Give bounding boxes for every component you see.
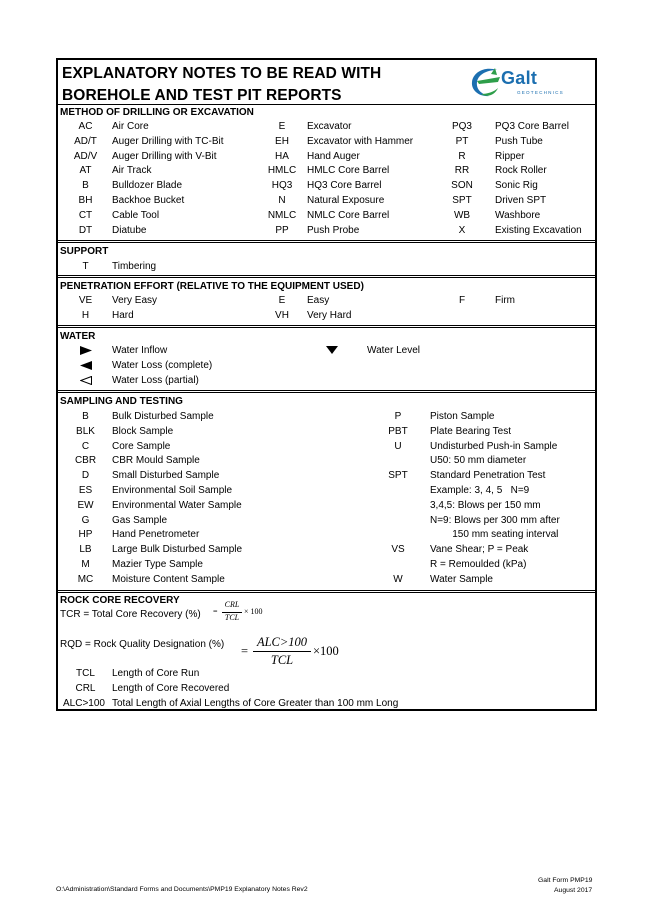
sampling-row (58, 469, 595, 484)
tcr-numerator: CRL (224, 600, 240, 609)
drilling-description: Bulldozer Blade (112, 180, 183, 192)
sampling-code: M (81, 559, 90, 570)
sampling-code: HP (78, 529, 93, 541)
rqd-label: RQD = Rock Quality Designation (%) (60, 639, 225, 650)
tcr-multiplier: × 100 (244, 607, 263, 616)
drilling-description: Air Track (112, 165, 152, 177)
section-divider (58, 275, 595, 278)
drilling-code: AD/T (74, 135, 97, 147)
sampling-code: EW (77, 499, 94, 511)
sampling-description: R = Remoulded (kPa) (430, 559, 527, 570)
drilling-description: Push Probe (307, 224, 360, 236)
sampling-code: D (81, 470, 90, 482)
support-row (58, 260, 595, 275)
logo-wordmark: Galt (501, 68, 538, 88)
drilling-code: AD/V (73, 150, 98, 162)
title-line-2: BOREHOLE AND TEST PIT REPORTS (62, 87, 342, 104)
drilling-description: PQ3 Core Barrel (495, 121, 569, 132)
drilling-description: Excavator with Hammer (307, 135, 414, 147)
drilling-description: Auger Drilling with V-Bit (112, 150, 217, 162)
rock-description: Total Length of Axial Lengths of Core Greater than 100 mm Long (112, 697, 399, 709)
drilling-row (58, 164, 595, 179)
drilling-description: Driven SPT (495, 195, 547, 206)
drilling-row (58, 150, 595, 165)
divider (58, 104, 595, 105)
drilling-description: Rock Roller (495, 165, 547, 177)
sampling-row (58, 528, 595, 543)
penetration-code: VH (275, 309, 289, 321)
logo-subtext: GEOTECHNICS (517, 90, 564, 95)
sampling-heading: SAMPLING AND TESTING (60, 396, 183, 407)
penetration-description: Very Hard (307, 309, 352, 321)
title-line-1: EXPLANATORY NOTES TO BE READ WITH (62, 65, 382, 82)
water-row (58, 344, 595, 359)
penetration-row (58, 309, 595, 324)
sampling-row (58, 454, 595, 469)
drilling-code: PT (455, 135, 469, 147)
drilling-description: Backhoe Bucket (112, 195, 185, 206)
sampling-code: CBR (74, 455, 97, 467)
sampling-description: Environmental Soil Sample (112, 485, 233, 496)
rock-description: Length of Core Run (112, 668, 200, 679)
sampling-description: Environmental Water Sample (112, 499, 242, 511)
rqd-equals: = (241, 644, 249, 658)
tcr-row (58, 608, 595, 623)
sampling-description: Undisturbed Push-in Sample (430, 440, 558, 452)
water-loss-complete-icon (58, 359, 113, 374)
explanatory-notes-sheet (56, 58, 597, 711)
drilling-description: HQ3 Core Barrel (307, 180, 382, 192)
sampling-description: 150 mm seating interval (430, 529, 559, 541)
rock-code: TCL (76, 668, 95, 679)
drilling-description: Ripper (495, 150, 525, 162)
drilling-description: Cable Tool (112, 209, 160, 221)
rock-row (58, 682, 595, 697)
footer-form-number: Galt Form PMP19 (538, 877, 593, 884)
penetration-description: Firm (495, 295, 515, 306)
drilling-code: EH (275, 135, 289, 147)
sampling-description: Small Disturbed Sample (112, 470, 220, 482)
drilling-code: E (278, 121, 286, 132)
rock-description: Length of Core Recovered (112, 682, 230, 694)
support-code: T (82, 261, 89, 272)
sampling-code: ES (78, 485, 93, 496)
sampling-description: Mazier Type Sample (112, 559, 203, 570)
drilling-code: HMLC (267, 165, 297, 177)
drilling-code: SON (451, 180, 473, 192)
water-inflow-icon (58, 344, 113, 359)
drilling-description: HMLC Core Barrel (307, 165, 390, 177)
galt-logo (467, 64, 577, 100)
drilling-code: B (82, 180, 89, 192)
sampling-code: LB (79, 544, 92, 556)
penetration-code: F (458, 295, 466, 306)
sampling-row (58, 484, 595, 499)
drilling-description: Existing Excavation (495, 224, 582, 236)
sampling-description: Gas Sample (112, 514, 168, 526)
drilling-row (58, 209, 595, 224)
sampling-code: C (81, 440, 90, 452)
drilling-description: Excavator (307, 121, 352, 132)
drilling-description: Washbore (495, 209, 541, 221)
sampling-description: Vane Shear; P = Peak (430, 544, 529, 556)
sampling-row (58, 425, 595, 440)
penetration-description: Very Easy (112, 295, 158, 306)
drilling-description: Auger Drilling with TC-Bit (112, 135, 224, 147)
rqd-numerator: ALC>100 (256, 635, 308, 649)
document-title (62, 63, 381, 107)
tcr-denominator: TCL (224, 613, 240, 622)
sampling-description: Piston Sample (430, 411, 495, 422)
footer-date: August 2017 (554, 887, 593, 894)
rqd-multiplier: ×100 (313, 644, 339, 658)
penetration-description: Hard (112, 309, 134, 321)
rqd-formula (241, 635, 351, 671)
sampling-description: Water Sample (430, 573, 493, 585)
water-row (58, 359, 595, 374)
sampling-description: Plate Bearing Test (430, 425, 511, 437)
drilling-row (58, 194, 595, 209)
water-loss-partial-label: Water Loss (partial) (112, 375, 199, 386)
sampling-code: PBT (388, 425, 408, 437)
sampling-code: BLK (76, 425, 95, 437)
support-description: Timbering (112, 261, 157, 272)
section-divider (58, 590, 595, 593)
rock-row (58, 697, 595, 712)
sampling-row (58, 514, 595, 529)
sampling-code: SPT (388, 470, 408, 482)
penetration-code: VE (78, 295, 93, 306)
support-heading: SUPPORT (60, 246, 109, 257)
water-row (58, 374, 595, 389)
section-divider (58, 390, 595, 393)
drilling-code: BH (78, 195, 93, 206)
sampling-row (58, 499, 595, 514)
drilling-code: DT (78, 224, 93, 236)
drilling-code: NMLC (267, 209, 297, 221)
water-loss-partial-icon (58, 374, 113, 389)
drilling-row (58, 224, 595, 239)
section-divider (58, 240, 595, 243)
rock-code: ALC>100 (63, 697, 105, 709)
sampling-code: B (82, 411, 89, 422)
drilling-description: Diatube (112, 224, 147, 236)
section-divider (58, 325, 595, 328)
sampling-description: Standard Penetration Test (430, 470, 546, 482)
drilling-row (58, 135, 595, 150)
drilling-code: RR (454, 165, 470, 177)
drilling-row (58, 179, 595, 194)
drilling-code: SPT (452, 195, 472, 206)
sampling-code: VS (391, 544, 405, 556)
drilling-heading: METHOD OF DRILLING OR EXCAVATION (60, 107, 254, 118)
sampling-row (58, 573, 595, 588)
sampling-description: Block Sample (112, 425, 174, 437)
sampling-description: CBR Mould Sample (112, 455, 200, 467)
water-level-label: Water Level (367, 345, 420, 356)
sampling-row (58, 440, 595, 455)
sampling-code: U (394, 440, 402, 452)
water-loss-complete-label: Water Loss (complete) (112, 360, 213, 371)
drilling-code: CT (78, 209, 93, 221)
sampling-row (58, 543, 595, 558)
sampling-description: U50: 50 mm diameter (430, 455, 527, 467)
footer-file-path: O:\Administration\Standard Forms and Documents\PMP19 Explanatory Notes Rev2 (56, 886, 308, 893)
sampling-row (58, 558, 595, 573)
rqd-fraction-bar (253, 651, 311, 652)
sampling-code: G (81, 514, 90, 526)
tcr-equals: = (213, 607, 218, 616)
sampling-code: P (394, 411, 402, 422)
rqd-denominator: TCL (270, 653, 294, 667)
drilling-description: Sonic Rig (495, 180, 538, 192)
sampling-description: Core Sample (112, 440, 171, 452)
drilling-code: AC (78, 121, 93, 132)
sampling-description: Hand Penetrometer (112, 529, 200, 541)
penetration-code: H (81, 309, 90, 321)
rock-code: CRL (75, 682, 96, 694)
tcr-label: TCR = Total Core Recovery (%) (60, 609, 201, 620)
sampling-description: Moisture Content Sample (112, 573, 225, 585)
penetration-row (58, 294, 595, 309)
drilling-code: X (458, 224, 466, 236)
drilling-code: R (458, 150, 466, 162)
drilling-description: Hand Auger (307, 150, 360, 162)
sampling-code: MC (77, 573, 94, 585)
drilling-code: HA (275, 150, 289, 162)
water-heading: WATER (60, 331, 96, 342)
sampling-row (58, 410, 595, 425)
rock-row (58, 667, 595, 682)
sampling-description: Large Bulk Disturbed Sample (112, 544, 243, 556)
sampling-description: Bulk Disturbed Sample (112, 411, 214, 422)
sampling-description: Example: 3, 4, 5 N=9 (430, 485, 530, 496)
drilling-description: NMLC Core Barrel (307, 209, 390, 221)
drilling-code: PP (275, 224, 289, 236)
drilling-code: AT (79, 165, 92, 177)
drilling-description: Push Tube (495, 135, 543, 147)
sampling-code: W (393, 573, 403, 585)
drilling-code: HQ3 (271, 180, 293, 192)
sampling-description: 3,4,5: Blows per 150 mm (430, 499, 541, 511)
drilling-code: PQ3 (451, 121, 472, 132)
drilling-code: WB (453, 209, 471, 221)
penetration-code: E (278, 295, 286, 306)
drilling-description: Air Core (112, 121, 149, 132)
penetration-heading: PENETRATION EFFORT (RELATIVE TO THE EQUIPMENT USED) (60, 281, 364, 292)
drilling-row (58, 120, 595, 135)
water-level-icon (326, 344, 338, 359)
drilling-description: Natural Exposure (307, 195, 385, 206)
water-inflow-label: Water Inflow (112, 345, 168, 356)
sampling-description: N=9: Blows per 300 mm after (430, 514, 560, 526)
penetration-description: Easy (307, 295, 330, 306)
rock-heading: ROCK CORE RECOVERY (60, 595, 180, 606)
drilling-code: N (278, 195, 286, 206)
tcr-formula (213, 600, 273, 626)
